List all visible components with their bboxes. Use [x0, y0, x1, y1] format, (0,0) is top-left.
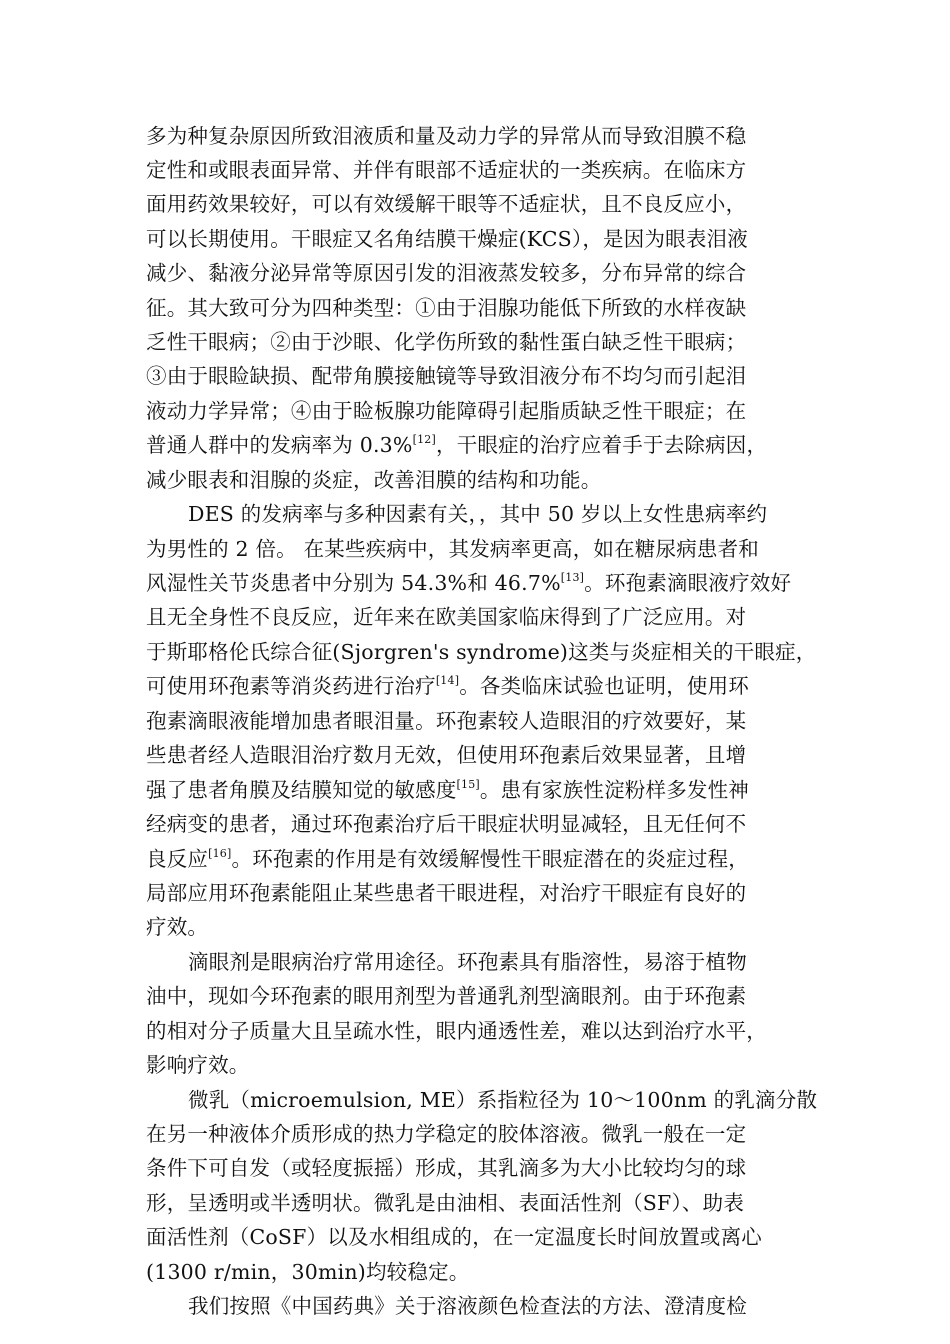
text-segment: 。环孢素滴眼液疗效好: [584, 571, 792, 595]
text-line: DES 的发病率与多种因素有关，，其中 50 岁以上女性患病率约: [188, 502, 768, 526]
text-line: [146, 845, 749, 873]
text-line: 形，呈透明或半透明状。微乳是由油相、表面活性剂（SF）、助表: [146, 1191, 745, 1215]
text-line: 些患者经人造眼泪治疗数月无效，但使用环孢素后效果显著，且增: [146, 743, 747, 767]
text-line: 的相对分子质量大且呈疏水性，眼内通透性差，难以达到治疗水平，: [146, 1019, 767, 1043]
text-segment: 风湿性关节炎患者中分别为 54.3%和 46.7%: [146, 571, 561, 595]
text-line: 疗效。: [146, 915, 209, 939]
text-line: 微乳（microemulsion, ME）系指粒径为 10～100nm 的乳滴分散: [188, 1088, 818, 1112]
text-segment: 可使用环孢素等消炎药进行治疗: [146, 674, 436, 698]
text-line: 减少、黏液分泌异常等原因引发的泪液蒸发较多，分布异常的综合: [146, 261, 747, 285]
text-line: 征。其大致可分为四种类型：①由于泪腺功能低下所致的水样夜缺: [146, 296, 747, 320]
citation-ref: [13]: [560, 571, 585, 584]
text-line: ③由于眼睑缺损、配带角膜接触镜等导致泪液分布不均匀而引起泪: [146, 364, 747, 388]
text-line: 液动力学异常；④由于睑板腺功能障碍引起脂质缺乏性干眼症；在: [146, 399, 747, 423]
text-segment: 。各类临床试验也证明，使用环: [459, 674, 750, 698]
text-line: 定性和或眼表面异常、并伴有眼部不适症状的一类疾病。在临床方: [146, 158, 747, 182]
citation-ref: [12]: [412, 433, 436, 446]
text-segment: 良反应: [146, 847, 209, 871]
text-segment: 。患有家族性淀粉样多发性神: [479, 778, 749, 802]
text-line: [146, 672, 749, 700]
text-line: 经病变的患者，通过环孢素治疗后干眼症状明显减轻，且无任何不: [146, 812, 747, 836]
text-line: 面活性剂（CoSF）以及水相组成的，在一定温度长时间放置或离心: [146, 1225, 762, 1249]
text-line: 油中，现如今环孢素的眼用剂型为普通乳剂型滴眼剂。由于环孢素: [146, 984, 747, 1008]
text-line: 为男性的 2 倍。 在某些疾病中，其发病率更高，如在糖尿病患者和: [146, 537, 759, 561]
text-line: 局部应用环孢素能阻止某些患者干眼进程，对治疗干眼症有良好的: [146, 881, 747, 905]
text-line: 孢素滴眼液能增加患者眼泪量。环孢素较人造眼泪的疗效要好，某: [146, 709, 747, 733]
text-line: (1300 r/min，30min)均较稳定。: [146, 1260, 470, 1284]
text-line: 影响疗效。: [146, 1053, 250, 1077]
text-line: 滴眼剂是眼病治疗常用途径。环孢素具有脂溶性，易溶于植物: [188, 950, 747, 974]
text-segment: ，干眼症的治疗应着手于去除病因，: [436, 433, 768, 457]
text-segment: 强了患者角膜及结膜知觉的敏感度: [146, 778, 457, 802]
text-line: 于斯耶格伦氏综合征(Sjorgren's syndrome)这类与炎症相关的干眼症，: [146, 640, 817, 664]
text-segment: 普通人群中的发病率为 0.3%: [146, 433, 413, 457]
text-line: 且无全身性不良反应，近年来在欧美国家临床得到了广泛应用。对: [146, 605, 747, 629]
citation-ref: [16]: [208, 847, 232, 860]
text-line: 乏性干眼病；②由于沙眼、化学伤所致的黏性蛋白缺乏性干眼病；: [146, 330, 747, 354]
text-segment: 。环孢素的作用是有效缓解慢性干眼症潜在的炎症过程，: [231, 847, 749, 871]
text-line: 多为种复杂原因所致泪液质和量及动力学的异常从而导致泪膜不稳: [146, 124, 747, 148]
text-line: 条件下可自发（或轻度振摇）形成，其乳滴多为大小比较均匀的球: [146, 1156, 747, 1180]
citation-ref: [15]: [456, 778, 480, 791]
text-line: 可以长期使用。干眼症又名角结膜干燥症(KCS），是因为眼表泪液: [146, 227, 748, 251]
citation-ref: [14]: [435, 674, 460, 687]
text-line: [146, 569, 791, 597]
text-line: 在另一种液体介质形成的热力学稳定的胶体溶液。微乳一般在一定: [146, 1122, 747, 1146]
text-line: 我们按照《中国药典》关于溶液颜色检查法的方法、澄清度检: [188, 1294, 747, 1318]
text-line: [146, 776, 749, 804]
text-line: 面用药效果较好，可以有效缓解干眼等不适症状，且不良反应小，: [146, 192, 747, 216]
text-line: [146, 431, 767, 459]
text-line: 减少眼表和泪腺的炎症，改善泪膜的结构和功能。: [146, 468, 602, 492]
